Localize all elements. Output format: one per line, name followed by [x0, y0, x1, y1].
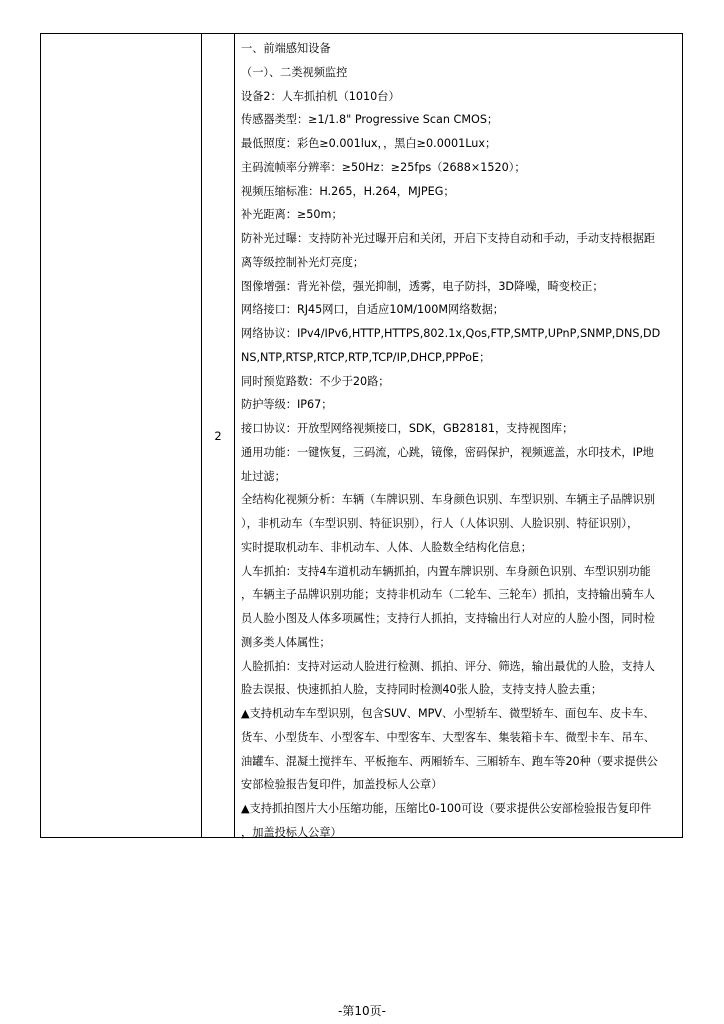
spec-table [40, 33, 683, 838]
spec-line: ），非机动车（车型识别、特征识别），行人（人体识别、人脸识别、特征识别）， [241, 517, 639, 530]
spec-line: 最低照度：彩色≥0.001lux，，黑白≥0.0001Lux； [241, 137, 497, 150]
spec-line: 补光距离：≥50m； [241, 208, 343, 222]
spec-line: 人车抓拍：支持4车道机动车辆抓拍，内置车牌识别、车身颜色识别、车型识别功能 [241, 564, 651, 578]
spec-line: 一、前端感知设备 [241, 42, 331, 55]
spec-line: 图像增强：背光补偿，强光抑制，透雾，电子防抖，3D降噪，畸变校正； [241, 279, 604, 293]
spec-line: 脸去误报、快速抓拍人脸，支持同时检测40张人脸，支持支持人脸去重； [241, 683, 603, 697]
spec-line: 通用功能：一键恢复，三码流，心跳，镜像，密码保护，视频遮盖，水印技术，IP地 [241, 445, 654, 459]
spec-line: 测多类人体属性； [241, 635, 331, 649]
spec-line: 离等级控制补光灯亮度； [241, 255, 365, 269]
spec-line: 全结构化视频分析：车辆（车牌识别、车身颜色识别、车型识别、车辆主子品牌识别 [241, 493, 655, 507]
spec-line: 安部检验报告复印件，加盖投标人公章） [241, 778, 443, 792]
column-divider [234, 34, 235, 837]
spec-line: 员人脸小图及人体多项属性；支持行人抓拍，支持输出行人对应的人脸小图，同时检 [241, 612, 655, 625]
spec-line: ▲支持机动车车型识别，包含SUV、MPV、小型轿车、微型轿车、面包车、皮卡车、 [241, 707, 655, 720]
spec-content [241, 37, 679, 845]
spec-line: 同时预览路数：不少于20路； [241, 374, 390, 388]
spec-line: 视频压缩标准：H.265，H.264，MJPEG； [241, 184, 455, 198]
spec-line: （一）、二类视频监控 [241, 65, 348, 79]
spec-line: ，车辆主子品牌识别功能；支持非机动车（二轮车、三轮车）抓拍，支持输出骑车人 [241, 588, 655, 602]
row-number: 2 [214, 429, 222, 443]
spec-line: 货车、小型货车、小型客车、中型客车、大型客车、集装箱卡车、微型卡车、吊车、 [241, 730, 655, 744]
spec-line: 址过滤； [241, 469, 286, 483]
spec-line: 网络接口：RJ45网口，自适应10M/100M网络数据； [241, 303, 504, 317]
spec-line: 网络协议：IPv4/IPv6,HTTP,HTTPS,802.1x,Qos,FTP,SMTP,UPnP,SNMP,DNS,DD [241, 327, 661, 340]
spec-line: 防补光过曝：支持防补光过曝开启和关闭，开启下支持自动和手动，手动支持根据距 [241, 232, 655, 245]
spec-line: 实时提取机动车、非机动车、人体、人脸数全结构化信息； [241, 540, 532, 554]
spec-line: 接口协议：开放型网络视频接口，SDK，GB28181，支持视图库； [241, 422, 574, 435]
page-number: -第10页- [338, 1004, 386, 1018]
spec-line: 油罐车、混凝土搅拌车、平板拖车、两厢轿车、三厢轿车、跑车等20种（要求提供公 [241, 754, 658, 768]
spec-line: 主码流帧率分辨率：≥50Hz：≥25fps（2688×1520）； [241, 160, 526, 174]
spec-line: ，加盖投标人公章） [241, 825, 342, 839]
spec-line: 防护等级：IP67； [241, 398, 333, 412]
spec-line: 设备2：人车抓拍机（1010台） [241, 89, 400, 103]
spec-line: NS,NTP,RTSP,RTCP,RTP,TCP/IP,DHCP,PPPoE； [241, 350, 491, 364]
spec-line: ▲支持抓拍图片大小压缩功能，压缩比0-100可设（要求提供公安部检验报告复印件 [241, 802, 652, 815]
spec-line: 人脸抓拍：支持对运动人脸进行检测、抓拍、评分、筛选，输出最优的人脸，支持人 [241, 659, 655, 673]
spec-line: 传感器类型：≥1/1.8" Progressive Scan CMOS； [241, 113, 499, 127]
